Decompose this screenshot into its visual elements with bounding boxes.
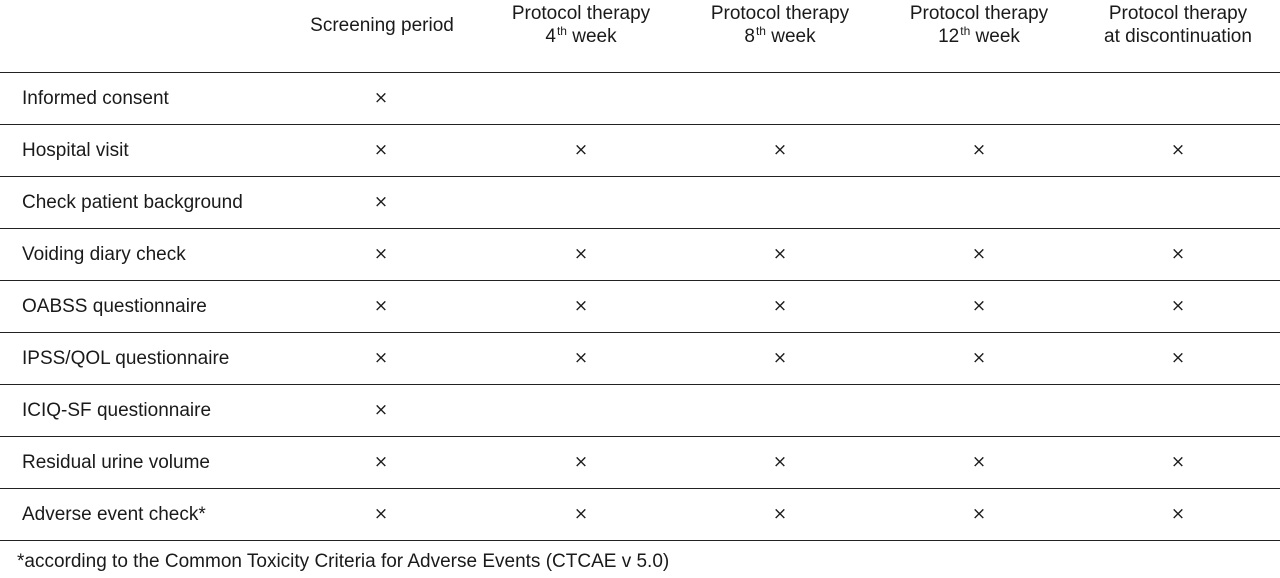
table-row xyxy=(0,229,1280,281)
row-label: Check patient background xyxy=(22,192,243,213)
cell-mark: × xyxy=(971,452,987,472)
row-label: Residual urine volume xyxy=(22,452,210,473)
cell-mark: × xyxy=(573,348,589,368)
header-protocol-at-discontinuation: Protocol therapy at discontinuation xyxy=(1104,3,1252,47)
table-row xyxy=(0,489,1280,541)
cell-mark: × xyxy=(1170,140,1186,160)
table-row xyxy=(0,385,1280,437)
row-label: IPSS/QOL questionnaire xyxy=(22,348,230,369)
cell-mark: × xyxy=(1170,452,1186,472)
cell-mark: × xyxy=(1170,296,1186,316)
row-label: ICIQ-SF questionnaire xyxy=(22,400,212,421)
cell-mark: × xyxy=(573,504,589,524)
cell-mark: × xyxy=(1170,244,1186,264)
header-protocol-12th-week: Protocol therapy 12th week xyxy=(909,3,1049,47)
cell-mark: × xyxy=(971,348,987,368)
cell-mark: × xyxy=(573,296,589,316)
cell-mark: × xyxy=(573,140,589,160)
table-header-row xyxy=(0,0,1280,73)
cell-mark: × xyxy=(373,296,389,316)
header-screening-period: Screening period xyxy=(310,15,454,36)
cell-mark: × xyxy=(772,504,788,524)
row-label: Voiding diary check xyxy=(22,244,186,265)
footnote: *according to the Common Toxicity Criteria for Adverse Events (CTCAE v 5.0) xyxy=(17,551,670,572)
row-label: OABSS questionnaire xyxy=(22,296,207,317)
header-protocol-8th-week: Protocol therapy 8th week xyxy=(710,3,850,47)
row-label: Adverse event check* xyxy=(22,504,206,525)
cell-mark: × xyxy=(373,348,389,368)
table-row xyxy=(0,281,1280,333)
cell-mark: × xyxy=(971,296,987,316)
table-row xyxy=(0,437,1280,489)
cell-mark: × xyxy=(772,452,788,472)
cell-mark: × xyxy=(373,192,389,212)
cell-mark: × xyxy=(772,140,788,160)
table-row xyxy=(0,73,1280,125)
cell-mark: × xyxy=(971,140,987,160)
header-protocol-4th-week: Protocol therapy 4th week xyxy=(511,3,651,47)
cell-mark: × xyxy=(772,244,788,264)
cell-mark: × xyxy=(1170,348,1186,368)
cell-mark: × xyxy=(373,244,389,264)
cell-mark: × xyxy=(573,244,589,264)
cell-mark: × xyxy=(373,452,389,472)
row-label: Hospital visit xyxy=(22,140,129,161)
table-row xyxy=(0,177,1280,229)
cell-mark: × xyxy=(373,88,389,108)
cell-mark: × xyxy=(373,140,389,160)
cell-mark: × xyxy=(373,400,389,420)
table-row xyxy=(0,125,1280,177)
table-row xyxy=(0,333,1280,385)
cell-mark: × xyxy=(971,244,987,264)
cell-mark: × xyxy=(772,348,788,368)
cell-mark: × xyxy=(971,504,987,524)
cell-mark: × xyxy=(373,504,389,524)
cell-mark: × xyxy=(1170,504,1186,524)
row-label: Informed consent xyxy=(22,88,169,109)
cell-mark: × xyxy=(573,452,589,472)
cell-mark: × xyxy=(772,296,788,316)
